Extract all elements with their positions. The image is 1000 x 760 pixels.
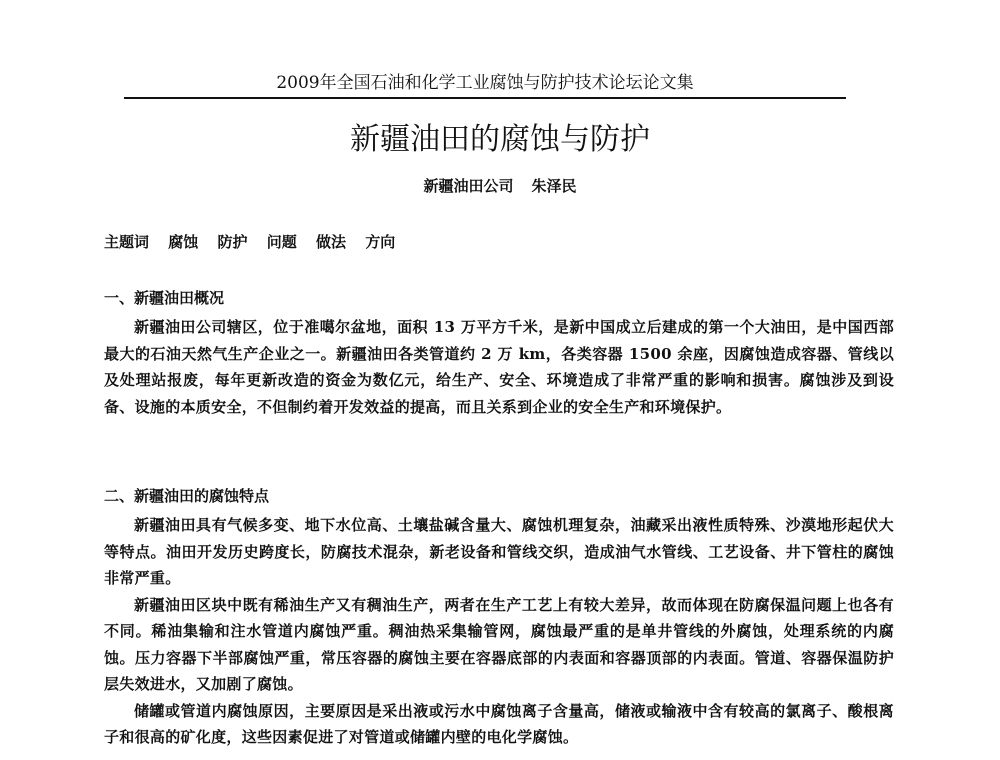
section-overview: [104, 288, 894, 420]
keywords-label: 主题词: [104, 233, 150, 251]
section-corrosion-characteristics: [104, 486, 894, 751]
keywords-line: [104, 232, 409, 252]
paragraph: 储罐或管道内腐蚀原因，主要原因是采出液或污水中腐蚀离子含量高，储液或输液中含有较高的氯离子、酸根离子和很高的矿化度，这些因素促进了对管道或储罐内壁的电化学腐蚀。: [104, 701, 894, 746]
section-heading: 一、新疆油田概况: [104, 289, 225, 307]
paragraph: 新疆油田公司辖区，位于准噶尔盆地，面积 13 万平方千米，是新中国成立后建成的第一个大油田，是中国西部最大的石油天然气生产企业之一。新疆油田各类管道约 2 万 km，各类容器 1500 余座，因腐蚀造成容器、管线以及处理站报废，每年更新改造的资金为数亿元，给生产、安全、环境造成了非常严重的影响和损害。腐蚀涉及到设备、设施的本质安全，不但制约着开发效益的提高，而且关系到企业的安全生产和环境保护。: [104, 318, 894, 416]
byline: [100, 176, 900, 196]
keyword: 方向: [365, 233, 396, 251]
keyword: 防护: [217, 233, 248, 251]
article-title: 新疆油田的腐蚀与防护: [350, 122, 650, 157]
author-affiliation: 新疆油田公司: [423, 177, 514, 195]
keyword: 问题: [266, 233, 297, 251]
paragraph: 新疆油田区块中既有稀油生产又有稠油生产，两者在生产工艺上有较大差异，故而体现在防腐保温问题上也各有不同。稀油集输和注水管道内腐蚀严重。稠油热采集输管网，腐蚀最严重的是单井管线的外腐蚀，处理系统的内腐蚀。压力容器下半部腐蚀严重，常压容器的腐蚀主要在容器底部的内表面和容器顶部的内表面。管道、容器保温防护层失效进水，又加剧了腐蚀。: [104, 595, 894, 693]
keyword: 腐蚀: [168, 233, 199, 251]
section-heading: 二、新疆油田的腐蚀特点: [104, 487, 270, 505]
running-head: 2009年全国石油和化学工业腐蚀与防护技术论坛论文集: [276, 73, 694, 93]
author-name: 朱泽民: [531, 177, 577, 195]
keyword: 做法: [316, 233, 347, 251]
paragraph: 新疆油田具有气候多变、地下水位高、土壤盐碱含量大、腐蚀机理复杂，油藏采出液性质特殊、沙漠地形起伏大等特点。油田开发历史跨度长，防腐技术混杂，新老设备和管线交织，造成油气水管线、工艺设备、井下管柱的腐蚀非常严重。: [104, 516, 894, 587]
header-rule: [124, 97, 846, 99]
